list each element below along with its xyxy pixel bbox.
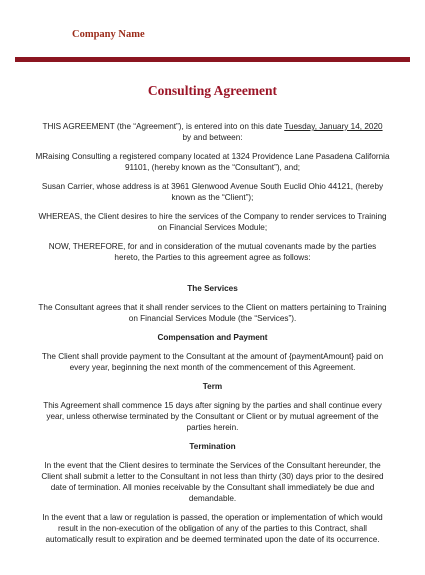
termination-paragraph-2: In the event that a law or regulation is passed, the operation or implementation of which would result in the non-execution of the obligation of any of the parties to this Contract, shall automatically result to expiration and be deemed terminated upon the date of its occurrence. <box>42 513 383 544</box>
term-heading: Term <box>202 382 223 391</box>
compensation-paragraph: The Client shall provide payment to the Consultant at the amount of {paymentAmount} paid on every year, beginning the next month of the commencement of this Agreement. <box>41 352 384 372</box>
services-paragraph: The Consultant agrees that it shall render services to the Client on matters pertaining to Training on Financial Services Module (the “Services”). <box>38 303 387 323</box>
now-therefore-paragraph: NOW, THEREFORE, for and in consideration of the mutual covenants made by the parties hereto, the Parties to this agreement agree as follows: <box>48 242 377 262</box>
consultant-party-paragraph: MRaising Consulting a registered company located at 1324 Providence Lane Pasadena California 91101, (hereby known as the “Consultant”), and; <box>35 152 390 172</box>
document-body <box>35 121 390 553</box>
header-divider <box>15 57 410 62</box>
agreement-date: Tuesday, January 14, 2020 <box>284 122 383 131</box>
section-spacer <box>38 271 387 283</box>
document-title: Consulting Agreement <box>147 83 278 98</box>
termination-paragraph-1: In the event that the Client desires to terminate the Services of the Consultant hereunder, the Client shall submit a letter to the Consultant in not less than thirty (30) days prior to the desired date of termination. All monies receivable by the Consultant shall immediately be due and demandable. <box>41 461 384 503</box>
termination-heading: Termination <box>189 442 236 451</box>
client-party-paragraph: Susan Carrier, whose address is at 3961 Glenwood Avenue South Euclid Ohio 44121, (hereby known as the “Client”); <box>41 182 384 202</box>
compensation-heading: Compensation and Payment <box>157 333 268 342</box>
intro-paragraph: THIS AGREEMENT (the “Agreement”), is entered into on this date Tuesday, January 14, 2020 by and between: <box>42 122 383 142</box>
company-name: Company Name <box>72 29 145 40</box>
whereas-paragraph: WHEREAS, the Client desires to hire the services of the Company to render services to Training on Financial Services Module; <box>38 212 387 232</box>
term-paragraph: This Agreement shall commence 15 days after signing by the parties and shall continue every year, unless otherwise terminated by the Consultant or Client or by mutual agreement of the parties herein. <box>43 401 382 432</box>
services-heading: The Services <box>187 284 238 293</box>
